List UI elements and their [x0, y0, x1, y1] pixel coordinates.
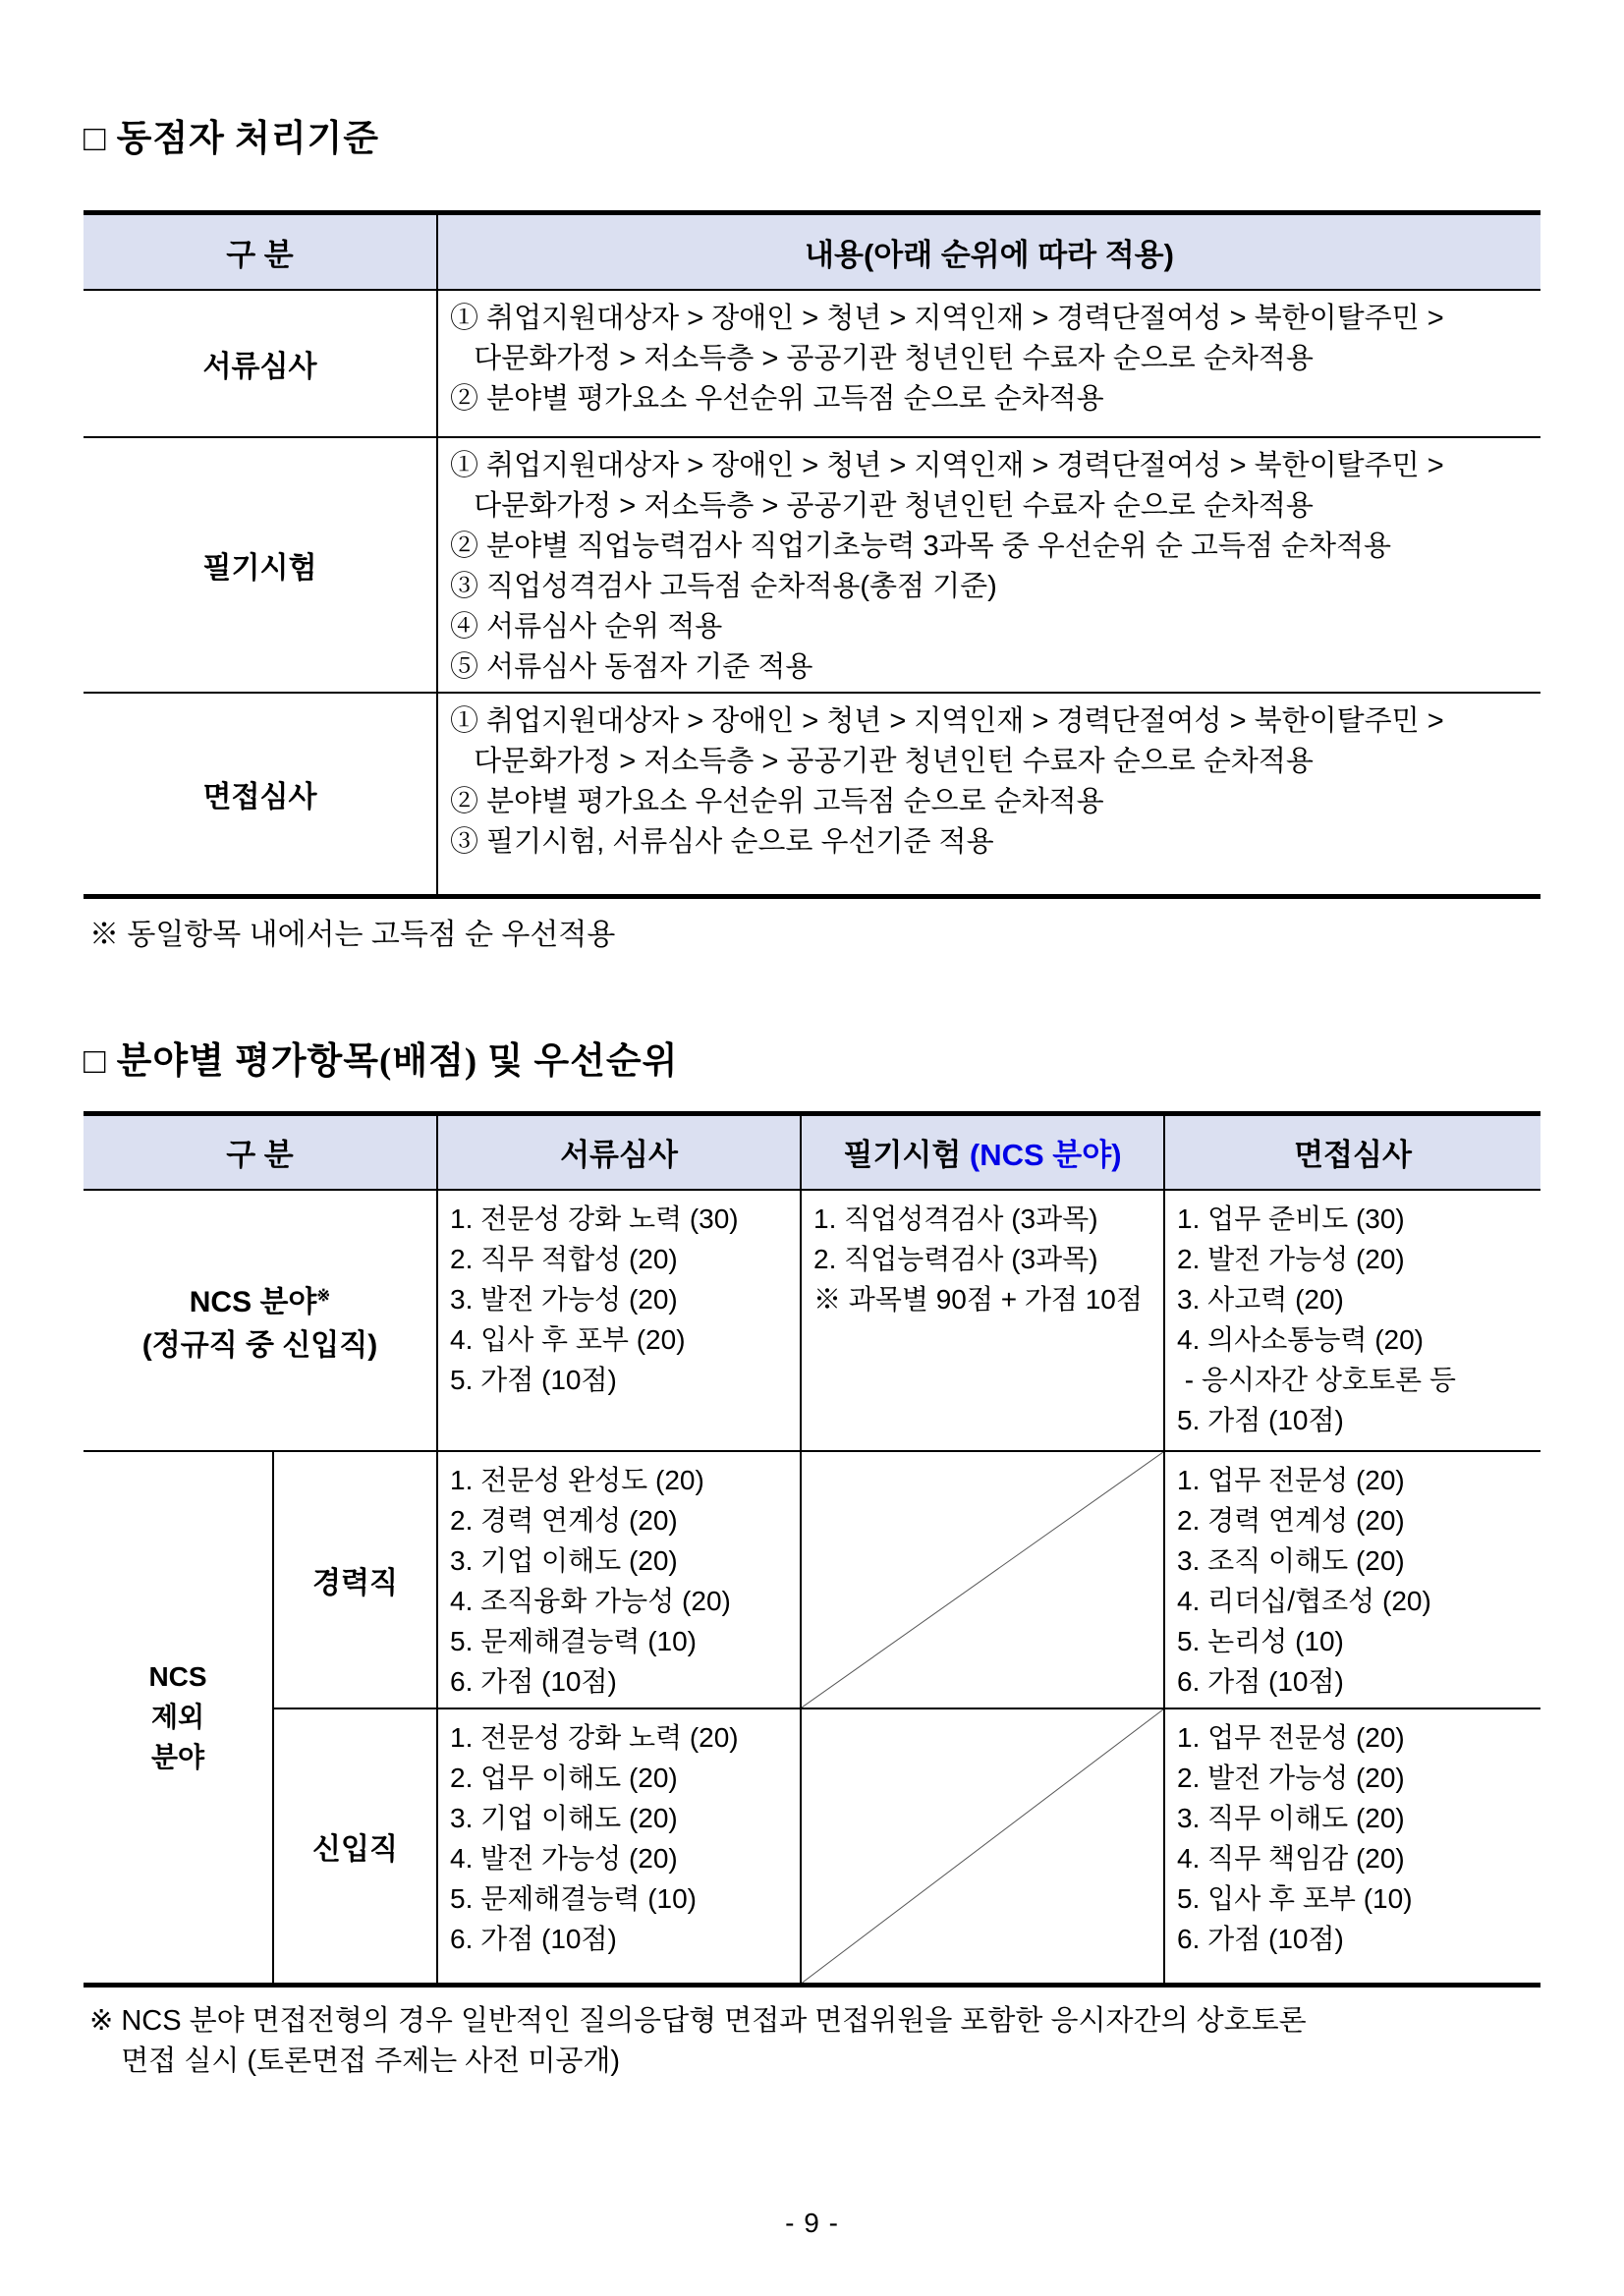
text-line: 1. 업무 준비도 (30) [1177, 1203, 1405, 1234]
text-line: 2. 경력 연계성 (20) [1177, 1504, 1405, 1536]
text-line: 4. 직무 책임감 (20) [1177, 1842, 1405, 1874]
table-row-ncs [84, 1190, 1540, 1451]
table-row-career [84, 1451, 1540, 1708]
row-label-interview: 면접심사 [84, 693, 437, 897]
table-row [84, 693, 1540, 897]
text-line: 4. 의사소통능력 (20) [1177, 1323, 1425, 1355]
page-number: - 9 - [785, 2208, 839, 2238]
text-line: 6. 가점 (10점) [1177, 1923, 1344, 1954]
cell-interview-rules [437, 693, 1540, 897]
text-line: 면접 실시 (토론면접 주제는 사전 미공개) [89, 2045, 621, 2077]
text-line: 2. 직무 적합성 (20) [450, 1243, 678, 1274]
tiebreak-note: ※ 동일항목 내에서는 고득점 순 우선적용 [89, 919, 616, 951]
text-line: 3. 기업 이해도 (20) [450, 1544, 678, 1576]
row-label-document-screening: 서류심사 [84, 290, 437, 437]
text-line: 다문화가정 > 저소득층 > 공공기관 청년인턴 수료자 순으로 순차적용 [450, 342, 1314, 374]
text-line: 5. 가점 (10점) [1177, 1404, 1344, 1435]
text-line: - 응시자간 상호토론 등 [1177, 1364, 1456, 1395]
row-label-non-ncs-group [84, 1451, 273, 1986]
text-line: 4. 조직융화 가능성 (20) [450, 1585, 731, 1616]
column-header-content: 내용(아래 순위에 따라 적용) [437, 213, 1540, 290]
text-line: 6. 가점 (10점) [450, 1923, 617, 1954]
text-line: 4. 입사 후 포부 (20) [450, 1323, 686, 1355]
text-line: ④ 서류심사 순위 적용 [450, 610, 723, 643]
text-line: 다문화가정 > 저소득층 > 공공기관 청년인턴 수료자 순으로 순차적용 [450, 745, 1314, 777]
text-line: 3. 발전 가능성 (20) [450, 1283, 678, 1315]
written-exam-label: 필기시험 [843, 1138, 962, 1173]
diagonal-line [802, 1709, 1163, 1984]
row-label-newhire-position: 신입직 [273, 1708, 437, 1986]
text-line: 6. 가점 (10점) [1177, 1665, 1344, 1697]
text-line: 5. 문제해결능력 (10) [450, 1625, 698, 1656]
text-line: 2. 발전 가능성 (20) [1177, 1243, 1405, 1274]
text-line: ⑤ 서류심사 동점자 기준 적용 [450, 650, 813, 683]
text-line: 2. 발전 가능성 (20) [1177, 1762, 1405, 1793]
row-label-written-exam: 필기시험 [84, 437, 437, 693]
text-line: 1. 업무 전문성 (20) [1177, 1464, 1405, 1495]
diagonal-line [802, 1452, 1163, 1708]
cell-document-screening-rules [437, 290, 1540, 437]
text-line: 5. 가점 (10점) [450, 1364, 617, 1395]
text-line: 5. 논리성 (10) [1177, 1625, 1344, 1656]
text-line: 1. 직업성격검사 (3과목) [813, 1203, 1098, 1234]
text-line: ③ 직업성격검사 고득점 순차적용(총점 기준) [450, 570, 997, 602]
section1-title: □ 동점자 처리기준 [84, 119, 380, 159]
text-line: ② 분야별 평가요소 우선순위 고득점 순으로 순차적용 [450, 785, 1104, 817]
evaluation-items-table [84, 1111, 1540, 1988]
footnote-marker: ※ [316, 1286, 331, 1305]
text-line: 2. 업무 이해도 (20) [450, 1762, 678, 1793]
column-header-written-exam [801, 1114, 1164, 1190]
text-line: ③ 필기시험, 서류심사 순으로 우선기준 적용 [450, 825, 994, 858]
ncs-field-label: NCS 분야 [189, 1285, 317, 1318]
column-header-category: 구 분 [84, 1114, 437, 1190]
text-line: ① 취업지원대상자 > 장애인 > 청년 > 지역인재 > 경력단절여성 > 북한이탈주민 > [450, 449, 1444, 481]
cell-career-document-items [437, 1451, 801, 1708]
table-row [84, 437, 1540, 693]
column-header-interview: 면접심사 [1164, 1114, 1540, 1190]
text-line: 6. 가점 (10점) [450, 1665, 617, 1697]
text-line: 5. 입사 후 포부 (10) [1177, 1882, 1413, 1914]
text-line: ② 분야별 직업능력검사 직업기초능력 3과목 중 우선순위 순 고득점 순차적용 [450, 530, 1392, 562]
text-line: NCS [148, 1661, 207, 1693]
section2-title: □ 분야별 평가항목(배점) 및 우선순위 [84, 1041, 679, 1082]
row-label-ncs-field [84, 1190, 437, 1451]
text-line: ② 분야별 평가요소 우선순위 고득점 순으로 순차적용 [450, 382, 1104, 415]
text-line: 제외 [150, 1702, 205, 1733]
text-line: 다문화가정 > 저소득층 > 공공기관 청년인턴 수료자 순으로 순차적용 [450, 489, 1314, 522]
text-line: 1. 업무 전문성 (20) [1177, 1721, 1405, 1753]
text-line: 3. 조직 이해도 (20) [1177, 1544, 1405, 1576]
text-line: 1. 전문성 완성도 (20) [450, 1464, 704, 1495]
column-header-document-screening: 서류심사 [437, 1114, 801, 1190]
cell-ncs-written-items [801, 1190, 1164, 1451]
text-line: ① 취업지원대상자 > 장애인 > 청년 > 지역인재 > 경력단절여성 > 북한이탈주민 > [450, 704, 1444, 737]
table-row-newhire [84, 1708, 1540, 1986]
text-line: 2. 경력 연계성 (20) [450, 1504, 678, 1536]
text-line: 4. 리더십/협조성 (20) [1177, 1585, 1431, 1616]
cell-ncs-document-items [437, 1190, 801, 1451]
text-line: 3. 기업 이해도 (20) [450, 1802, 678, 1833]
ncs-interview-note [84, 2001, 1540, 2082]
cell-newhire-interview-items [1164, 1708, 1540, 1986]
ncs-field-accent-label: (NCS 분야) [961, 1138, 1122, 1173]
tiebreak-criteria-table [84, 210, 1540, 899]
text-line: 3. 직무 이해도 (20) [1177, 1802, 1405, 1833]
text-line: 3. 사고력 (20) [1177, 1283, 1344, 1315]
cell-career-interview-items [1164, 1451, 1540, 1708]
cell-not-applicable [801, 1708, 1164, 1986]
text-line: ① 취업지원대상자 > 장애인 > 청년 > 지역인재 > 경력단절여성 > 북한이탈주민 > [450, 302, 1444, 334]
text-line: 4. 발전 가능성 (20) [450, 1842, 678, 1874]
table-row [84, 290, 1540, 437]
column-header-category: 구 분 [84, 213, 437, 290]
text-line: ※ 과목별 90점 + 가점 10점 [813, 1283, 1143, 1315]
text-line: ※ NCS 분야 면접전형의 경우 일반적인 질의응답형 면접과 면접위원을 포함한 응시자간의 상호토론 [89, 2005, 1307, 2037]
cell-newhire-document-items [437, 1708, 801, 1986]
row-label-career-position: 경력직 [273, 1451, 437, 1708]
cell-written-exam-rules [437, 437, 1540, 693]
cell-ncs-interview-items [1164, 1190, 1540, 1451]
text-line: 1. 전문성 강화 노력 (30) [450, 1203, 739, 1234]
text-line: 1. 전문성 강화 노력 (20) [450, 1721, 739, 1753]
cell-not-applicable [801, 1451, 1164, 1708]
text-line: 분야 [150, 1742, 205, 1773]
text-line: 2. 직업능력검사 (3과목) [813, 1243, 1098, 1274]
ncs-field-sublabel: (정규직 중 신입직) [141, 1328, 378, 1362]
text-line: 5. 문제해결능력 (10) [450, 1882, 698, 1914]
